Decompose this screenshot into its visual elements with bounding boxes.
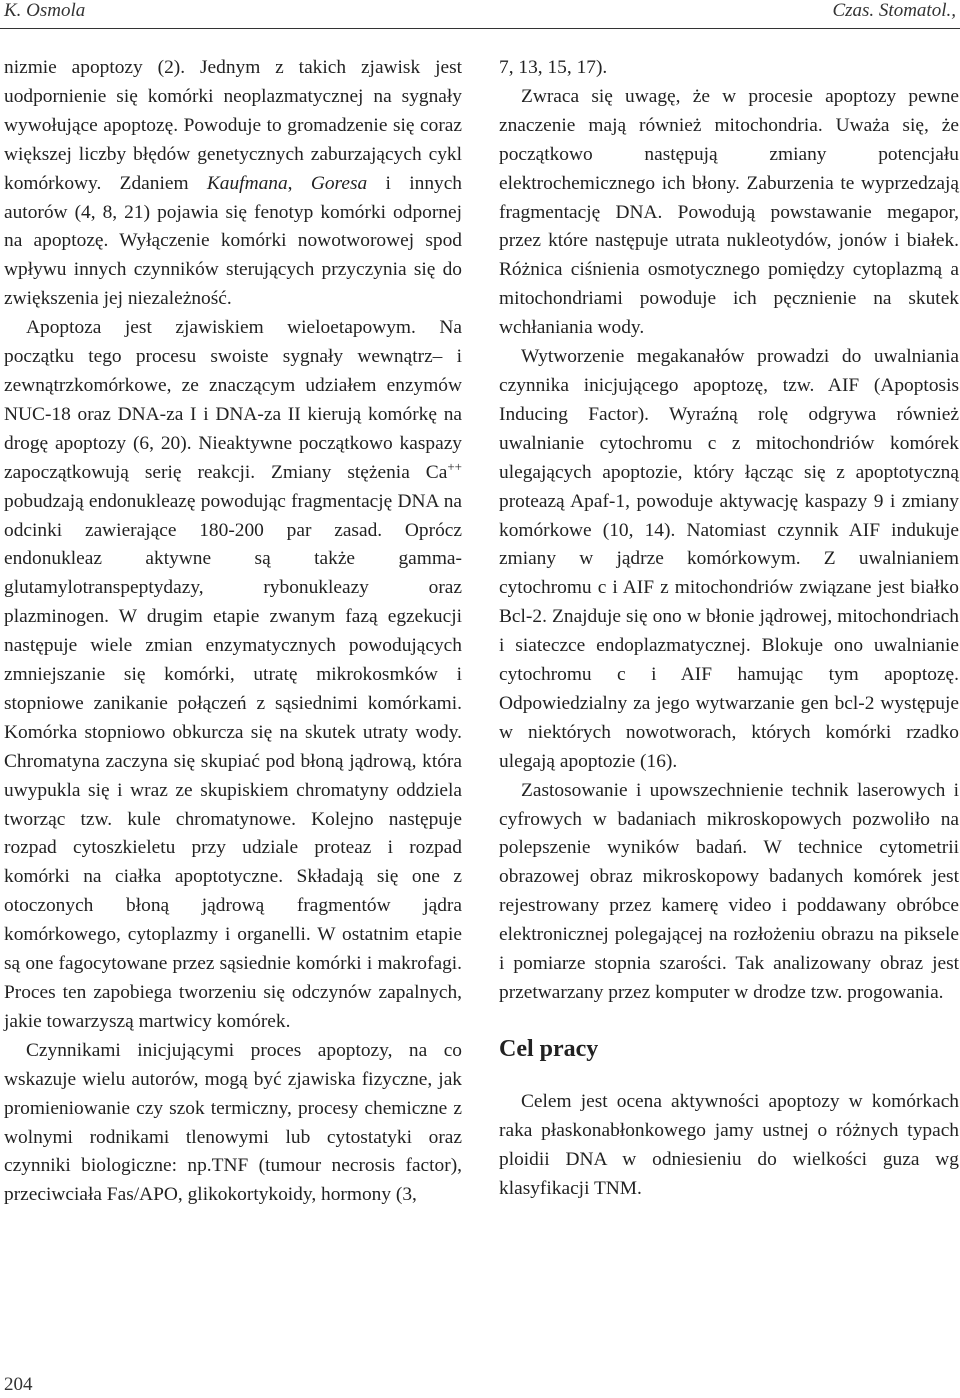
paragraph-text: i innych autorów (4, 8, 21) pojawia się fenotyp komórki odpornej na apoptozę. Wyłączenie komórki nowotworowej spod wpływu innych czynników sterujących przyczynia się do zwiększenia jej niezależność. [4, 172, 463, 310]
paragraph-continuation: 7, 13, 15, 17). [499, 57, 608, 78]
paragraph-initiating-factors: Czynnikami inicjującymi proces apoptozy, na co wskazuje wielu autorów, mogą być zjawiska fizyczne, jak promieniowanie czy szok termiczny, procesy chemiczne z wolnymi rodnikami tlenowymi lub cytostatyki oraz czynniki biologiczne: np.TNF (tumour necrosis factor), przeciwciała Fas/APO, glikokortykoidy, hormony (3, [4, 1039, 462, 1206]
page-number: 204 [4, 1374, 33, 1395]
calcium-charge-superscript: ++ [447, 458, 462, 474]
paragraph-mitochondria: Zwraca się uwagę, że w procesie apoptozy pewne znaczenie mają również mitochondria. Uważa się, że początkowo następują zmiany potencjału elektrochemicznego ich błony. Zaburzenia te wyprzedzają fragmentację DNA. Powodują powstawanie megapor, przez które następuje utrata nukleotydów, jonów i białek. Różnica ciśnienia osmotycznego pomiędzy cytoplazmą a mitochondriami powoduje ich pęcznienie na skutek wchłaniania wody. [499, 85, 959, 339]
paragraph-image-cytometry: Zastosowanie i upowszechnienie technik laserowych i cyfrowych w badaniach mikroskopowych pozwoliło na polepszenie wyników badań. W technice cytometrii obrazowej obraz mikroskopowy badanych komórek jest rejestrowany przez kamerę video i poddawany obróbce elektronicznej polegającej na rozłożeniu obrazu na piksele i pomiarze stopnia szarości. Tak analizowany obraz jest przetwarzany przez komputer w drodze tzw. progowania. [499, 779, 959, 1003]
paragraph-aim: Celem jest ocena aktywności apoptozy w komórkach raka płaskonabłonkowego jamy ustnej o różnych typach ploidii DNA w odniesieniu do wielkości guza wg klasyfikacji TNM. [499, 1090, 959, 1199]
section-heading-aim: Cel pracy [499, 1035, 599, 1062]
running-head-journal: Czas. Stomatol., [832, 0, 956, 21]
paragraph-apoptosis-resistance [4, 54, 462, 314]
author-name-kaufman: Kaufmana [206, 172, 288, 194]
paragraph-text: nizmie apoptozy (2). Jednym z takich zjawisk jest uodpornienie się komórki neoplazmatycznej na sygnały wywołujące apoptozę. Powoduje to gromadzenie się coraz większej liczby błędów genetycznych zaburzających cykl komórkowy. Zdaniem [4, 57, 462, 194]
running-head [0, 0, 960, 30]
author-name-gores: Goresa [310, 172, 368, 194]
separator-text: , [287, 172, 311, 194]
running-head-author: K. Osmola [4, 0, 86, 21]
left-column [4, 54, 462, 1210]
paragraph-megachannels: Wytworzenie megakanałów prowadzi do uwalniania czynnika inicjującego apoptozę, tzw. AIF (Apoptosis Inducing Factor). Wyraźną rolę odgrywa również uwalnianie cytochromu c z mitochondriów komórek ulegających apoptozie, który łącząc się z apoptotyczną proteazą Apaf-1, powoduje aktywację kaspazy 9 i zmiany komórkowe (10, 14). Natomiast czynnik AIF indukuje zmiany w jądrze komórkowym. Z uwalnianiem cytochromu c i AIF z mitochondriów związane jest białko Bcl-2. Znajduje się ono w błonie jądrowej, mitochondriach i siateczce endoplazmatycznej. Blokuje ono uwalnianie cytochromu c i AIF hamując tym apoptozę. Odpowiedzialny za jego wytwarzanie gen bcl-2 występuje w niektórych nowotworach, których komórki rzadko ulegają apoptozie (16). [499, 346, 959, 772]
paragraph-apoptosis-stages [4, 314, 462, 1037]
paragraph-text: pobudzają endonukleazę powodując fragmentację DNA na odcinki zawierające 180-200 par zasad. Oprócz endonukleaz aktywne są także gamma-glutamylotranspeptydazy, rybonukleazy oraz plazminogen. W drugim etapie zwanym fazą egzekucji następuje wiele zmian enzymatycznych powodujących zmniejszanie się komórki, utratę mikrokosmków i stopniowe zanikanie połączeń z sąsiednimi komórkami. Komórka stopniowo obkurcza się na skutek utraty wody. Chromatyna zaczyna się skupiać pod błoną jądrową, która uwypukla się i wraz ze skupiskiem chromatyny oddziela tworząc tzw. kule chromatynowe. Kolejno następuje rozpad cytoszkieletu przy udziale proteaz i rozpad komórki na ciałka apoptotyczne. Składają się one z otoczonych błoną jądrową fragmentów jądra komórkowego, cytoplazmy i organelli. W ostatnim etapie są one fagocytowane przez sąsiednie komórki i makrofagi. Proces ten zapobiega tworzeniu się odczynów zapalnych, jakie towarzyszą martwicy komórek. [4, 490, 462, 1032]
right-column [499, 54, 959, 1204]
paragraph-text: Apoptoza jest zjawiskiem wieloetapowym. Na początku tego procesu swoiste sygnały wewnątrz– i zewnątrzkomórkowe, ze znaczącym udziałem enzymów NUC-18 oraz DNA-za I i DNA-za II kierują komórkę na drogę apoptozy (6, 20). Nieaktywne początkowo kaspazy zapoczątkowują serię reakcji. Zmiany stężenia Ca [4, 317, 462, 483]
header-rule [0, 28, 960, 29]
